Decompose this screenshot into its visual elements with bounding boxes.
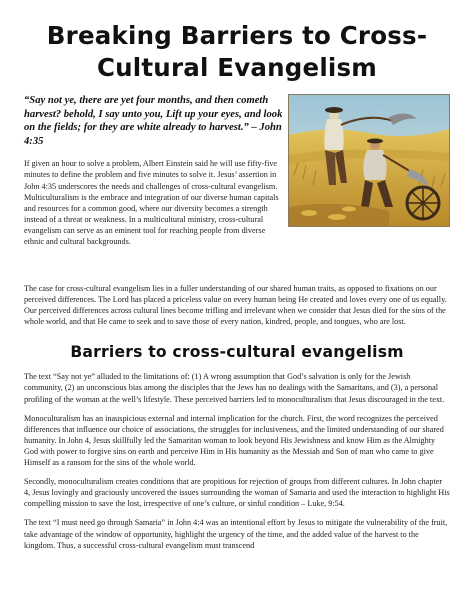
body-paragraph: The text “I must need go through Samaria” in John 4:4 was an intentional effort by Jesus to mitigate the vulnerability of the fruit, take advantage of the window of opportunity, highlight the urgency of the time, and the added value of the harvest to the kingdom. Thus, a successful cross-cultural evangelism must transcend [24,518,448,550]
body-paragraph: The text “Say not ye” alluded to the limitations of: (1) A wrong assumption that God’s salvation is only for the Jewish community, (2) an unconscious bias among the disciples that the Jews has no dealings with the Samaritans, and (3), a personal profiling of the woman at the well’s lifestyle. These perceived barriers led to monoculturalism that Jesus discouraged in the text. [24,372,445,404]
intro-section [24,94,450,277]
body-paragraph: Monoculturalism has an inauspicious external and internal implication for the church. First, the word recognizes the perceived differences that influence our choice of associations, the struggles for inclusiveness, and the limited understanding of our shared humanity. In John 4, Jesus skillfully led the Samaritan woman to look beyond His Jewishness and know Him as the Almighty God with power to forgive sins on earth and perceive Him in His humanity as the Messiah and Son of man who came to give Himself as a ransom for the sins of the whole world. [24,413,444,468]
section-heading: Barriers to cross-cultural evangelism [70,343,404,362]
body-paragraph: Secondly, monoculturalism creates conditions that are propitious for rejection of groups from different cultures. In John chapter 4, Jesus lovingly and graciously uncovered the issues surrounding the woman of Samaria and used the interaction to highlight His compelling mission to save the lost, irrespective of one’s culture, or sinful condition – Luke, 9:54. [24,477,450,509]
article-title-line-2: Cultural Evangelism [96,53,378,82]
scripture-quote: “Say not ye, there are yet four months, and then cometh harvest? behold, I say unto you, Lift up your eyes, and look on the fields; for they are white already to harvest.” – John 4:35 [24,95,283,147]
intro-paragraph: If given an hour to solve a problem, Albert Einstein said he will use fifty-five minutes to define the problem and five minutes to solve it. Jesus’ assertion in John 4:35 underscores the needs and challenges of cross-cultural evangelism. Multiculturalism is the embrace and integration of our diverse human capitals and resources for a common good, where our diversity becomes a strength instead of a threat or weakness. In a multicultural ministry, cross-cultural evangelism can serve as an eminent tool for reaching people from diverse ethnic and cultural backgrounds. [24,159,279,247]
case-paragraph: The case for cross-cultural evangelism lies in a fuller understanding of our shared human traits, as opposed to fixations on our perceived differences. The Lord has placed a priceless value on every human being He created and loves every one of us equally. Our perceived differences across cultural lines become trifling and irrelevant when we consider that Jesus died for the sins of the whole world, and that He came to seek and to save those of every nation, kindred, people, and tongues, who are lost. [24,284,447,327]
harvest-painting-illustration [289,95,449,226]
article-title-line-1: Breaking Barriers to Cross- [46,21,428,50]
intro-column [24,94,287,247]
article-title [24,0,450,84]
harvest-painting [288,94,450,227]
